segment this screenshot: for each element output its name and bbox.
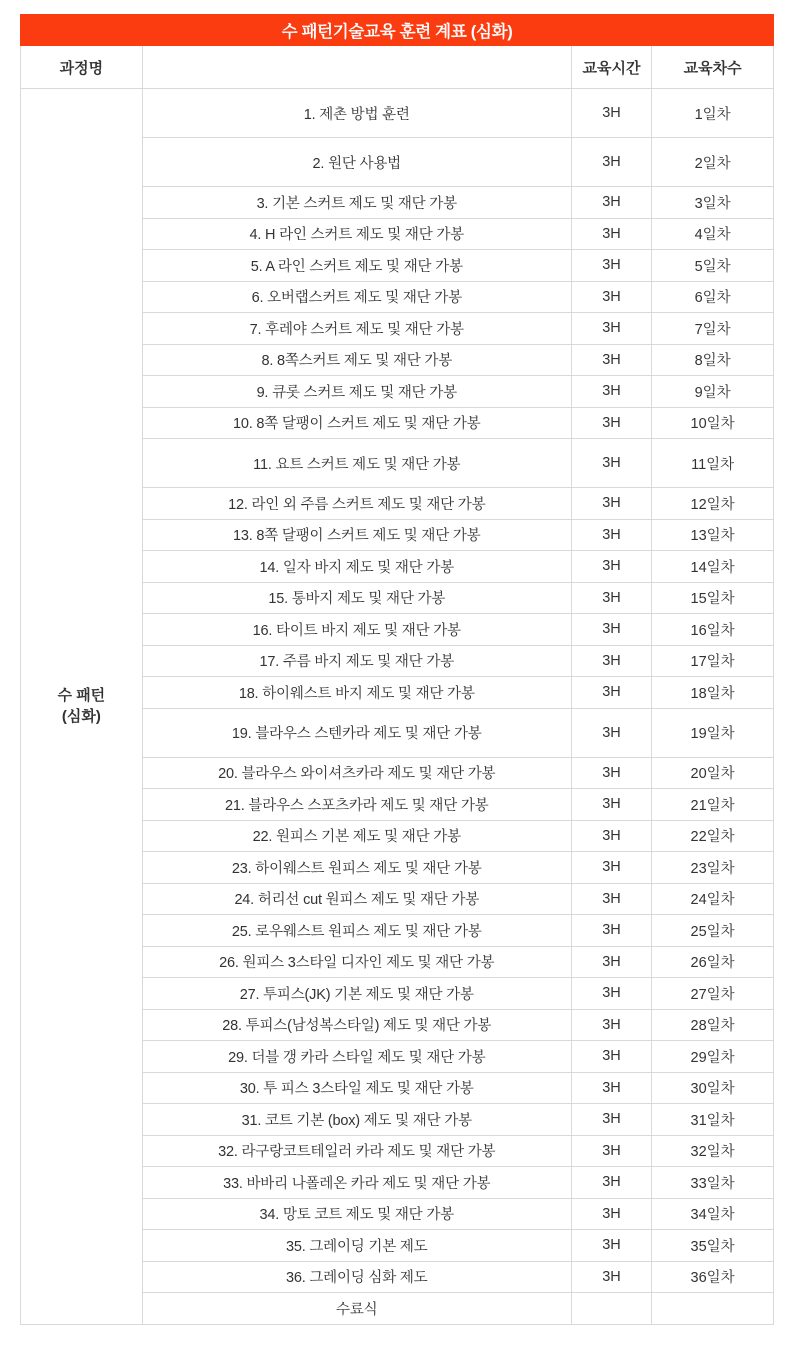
header-row (21, 46, 774, 89)
day-cell: 26일차 (652, 946, 774, 978)
subject-cell: 15. 통바지 제도 및 재단 가봉 (142, 582, 571, 614)
day-cell: 4일차 (652, 218, 774, 250)
hours-cell: 3H (571, 789, 651, 821)
hours-cell: 3H (571, 313, 651, 345)
hours-cell: 3H (571, 1072, 651, 1104)
day-cell: 15일차 (652, 582, 774, 614)
hours-cell: 3H (571, 407, 651, 439)
day-cell: 12일차 (652, 488, 774, 520)
hours-cell: 3H (571, 376, 651, 408)
subject-cell: 23. 하이웨스트 원피스 제도 및 재단 가봉 (142, 852, 571, 884)
header-subject (142, 46, 571, 89)
subject-cell: 11. 요트 스커트 제도 및 재단 가봉 (142, 439, 571, 488)
day-cell: 30일차 (652, 1072, 774, 1104)
title-row (21, 15, 774, 46)
day-cell: 22일차 (652, 820, 774, 852)
hours-cell: 3H (571, 915, 651, 947)
subject-cell: 12. 라인 외 주름 스커트 제도 및 재단 가봉 (142, 488, 571, 520)
hours-cell: 3H (571, 614, 651, 646)
subject-cell: 7. 후레야 스커트 제도 및 재단 가봉 (142, 313, 571, 345)
hours-cell: 3H (571, 551, 651, 583)
hours-cell: 3H (571, 218, 651, 250)
day-cell: 34일차 (652, 1198, 774, 1230)
day-cell: 21일차 (652, 789, 774, 821)
subject-cell: 26. 원피스 3스타일 디자인 제도 및 재단 가봉 (142, 946, 571, 978)
hours-cell: 3H (571, 281, 651, 313)
subject-cell: 10. 8쪽 달팽이 스커트 제도 및 재단 가봉 (142, 407, 571, 439)
subject-cell: 21. 블라우스 스포츠카라 제도 및 재단 가봉 (142, 789, 571, 821)
hours-cell: 3H (571, 1135, 651, 1167)
curriculum-table (20, 14, 774, 1325)
subject-cell: 9. 큐롯 스커트 제도 및 재단 가봉 (142, 376, 571, 408)
subject-cell: 35. 그레이딩 기본 제도 (142, 1230, 571, 1262)
course-name-line1: 수 패턴 (57, 687, 106, 705)
subject-cell: 33. 바바리 나폴레온 카라 제도 및 재단 가봉 (142, 1167, 571, 1199)
hours-cell: 3H (571, 852, 651, 884)
subject-cell: 16. 타이트 바지 제도 및 재단 가봉 (142, 614, 571, 646)
hours-cell: 3H (571, 757, 651, 789)
day-cell: 11일차 (652, 439, 774, 488)
hours-cell: 3H (571, 138, 651, 187)
subject-cell: 5. A 라인 스커트 제도 및 재단 가봉 (142, 250, 571, 282)
day-cell: 35일차 (652, 1230, 774, 1262)
hours-cell: 3H (571, 439, 651, 488)
hours-cell: 3H (571, 677, 651, 709)
subject-cell: 수료식 (142, 1293, 571, 1325)
day-cell: 10일차 (652, 407, 774, 439)
day-cell: 20일차 (652, 757, 774, 789)
subject-cell: 3. 기본 스커트 제도 및 재단 가봉 (142, 187, 571, 219)
subject-cell: 6. 오버랩스커트 제도 및 재단 가봉 (142, 281, 571, 313)
subject-cell: 24. 허리선 cut 원피스 제도 및 재단 가봉 (142, 883, 571, 915)
day-cell: 19일차 (652, 708, 774, 757)
day-cell: 32일차 (652, 1135, 774, 1167)
day-cell: 7일차 (652, 313, 774, 345)
day-cell: 1일차 (652, 89, 774, 138)
subject-cell: 30. 투 피스 3스타일 제도 및 재단 가봉 (142, 1072, 571, 1104)
header-hours: 교육시간 (571, 46, 651, 89)
subject-cell: 25. 로우웨스트 원피스 제도 및 재단 가봉 (142, 915, 571, 947)
hours-cell: 3H (571, 1261, 651, 1293)
subject-cell: 32. 라구랑코트테일러 카라 제도 및 재단 가봉 (142, 1135, 571, 1167)
hours-cell: 3H (571, 1167, 651, 1199)
hours-cell: 3H (571, 1198, 651, 1230)
day-cell: 24일차 (652, 883, 774, 915)
hours-cell: 3H (571, 1041, 651, 1073)
day-cell: 5일차 (652, 250, 774, 282)
day-cell: 31일차 (652, 1104, 774, 1136)
hours-cell: 3H (571, 344, 651, 376)
document-title: 수 패턴기술교육 훈련 계표 (심화) (21, 15, 774, 46)
subject-cell: 36. 그레이딩 심화 제도 (142, 1261, 571, 1293)
header-course: 과정명 (21, 46, 143, 89)
day-cell: 16일차 (652, 614, 774, 646)
course-name-line2: (심화) (61, 707, 101, 725)
subject-cell: 8. 8쪽스커트 제도 및 재단 가봉 (142, 344, 571, 376)
subject-cell: 1. 제촌 방법 훈련 (142, 89, 571, 138)
subject-cell: 4. H 라인 스커트 제도 및 재단 가봉 (142, 218, 571, 250)
header-day: 교육차수 (652, 46, 774, 89)
day-cell: 33일차 (652, 1167, 774, 1199)
hours-cell: 3H (571, 519, 651, 551)
hours-cell: 3H (571, 1230, 651, 1262)
subject-cell: 18. 하이웨스트 바지 제도 및 재단 가봉 (142, 677, 571, 709)
subject-cell: 17. 주름 바지 제도 및 재단 가봉 (142, 645, 571, 677)
day-cell: 6일차 (652, 281, 774, 313)
subject-cell: 20. 블라우스 와이셔츠카라 제도 및 재단 가봉 (142, 757, 571, 789)
hours-cell: 3H (571, 89, 651, 138)
hours-cell: 3H (571, 820, 651, 852)
day-cell: 17일차 (652, 645, 774, 677)
subject-cell: 19. 블라우스 스텐카라 제도 및 재단 가봉 (142, 708, 571, 757)
hours-cell: 3H (571, 582, 651, 614)
day-cell: 14일차 (652, 551, 774, 583)
day-cell: 23일차 (652, 852, 774, 884)
day-cell: 28일차 (652, 1009, 774, 1041)
hours-cell: 3H (571, 946, 651, 978)
subject-cell: 22. 원피스 기본 제도 및 재단 가봉 (142, 820, 571, 852)
subject-cell: 29. 더블 갱 카라 스타일 제도 및 재단 가봉 (142, 1041, 571, 1073)
day-cell: 18일차 (652, 677, 774, 709)
hours-cell: 3H (571, 250, 651, 282)
hours-cell: 3H (571, 488, 651, 520)
subject-cell: 34. 망토 코트 제도 및 재단 가봉 (142, 1198, 571, 1230)
subject-cell: 28. 투피스(남성복스타일) 제도 및 재단 가봉 (142, 1009, 571, 1041)
day-cell: 36일차 (652, 1261, 774, 1293)
subject-cell: 2. 원단 사용법 (142, 138, 571, 187)
day-cell: 3일차 (652, 187, 774, 219)
day-cell: 25일차 (652, 915, 774, 947)
day-cell: 13일차 (652, 519, 774, 551)
hours-cell: 3H (571, 708, 651, 757)
hours-cell: 3H (571, 883, 651, 915)
hours-cell (571, 1293, 651, 1325)
subject-cell: 14. 일자 바지 제도 및 재단 가봉 (142, 551, 571, 583)
subject-cell: 31. 코트 기본 (box) 제도 및 재단 가봉 (142, 1104, 571, 1136)
hours-cell: 3H (571, 978, 651, 1010)
hours-cell: 3H (571, 1104, 651, 1136)
day-cell: 2일차 (652, 138, 774, 187)
day-cell: 8일차 (652, 344, 774, 376)
day-cell: 9일차 (652, 376, 774, 408)
first-data-row (21, 89, 774, 138)
day-cell: 29일차 (652, 1041, 774, 1073)
day-cell: 27일차 (652, 978, 774, 1010)
subject-cell: 13. 8쪽 달팽이 스커트 제도 및 재단 가봉 (142, 519, 571, 551)
hours-cell: 3H (571, 1009, 651, 1041)
hours-cell: 3H (571, 645, 651, 677)
day-cell (652, 1293, 774, 1325)
subject-cell: 27. 투피스(JK) 기본 제도 및 재단 가봉 (142, 978, 571, 1010)
table-body (21, 15, 774, 1325)
hours-cell: 3H (571, 187, 651, 219)
course-name-cell (21, 89, 143, 1325)
